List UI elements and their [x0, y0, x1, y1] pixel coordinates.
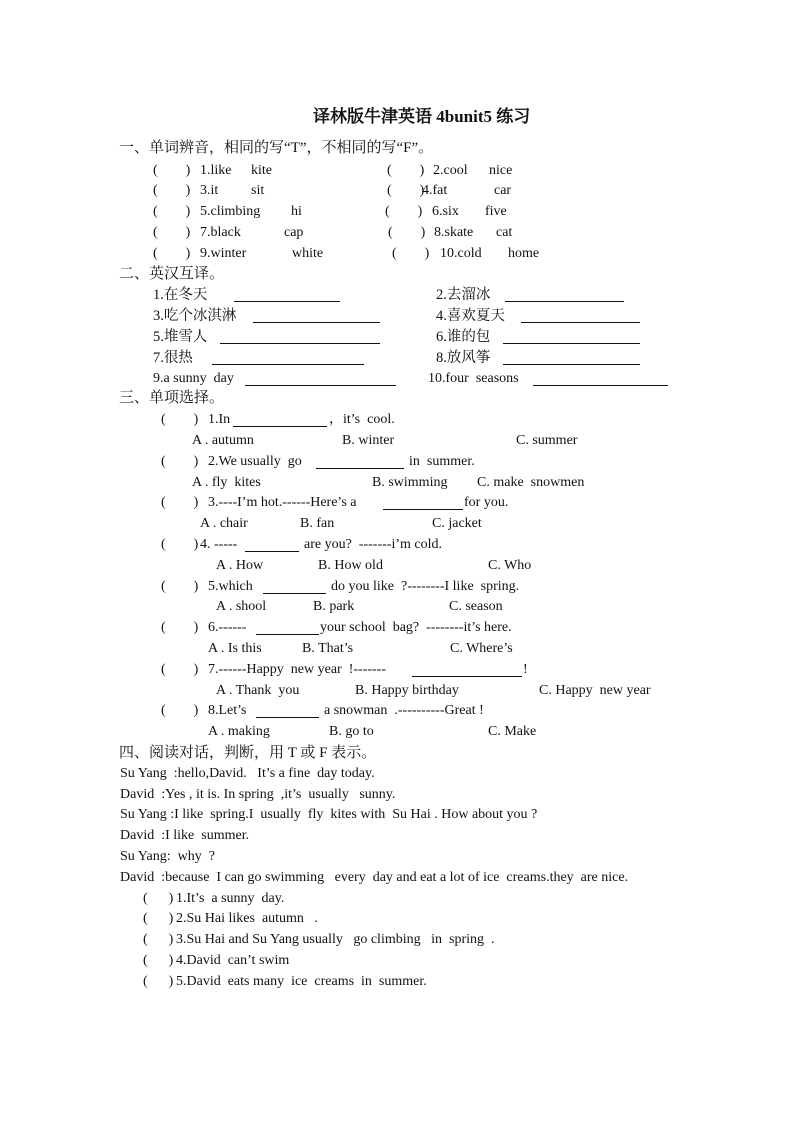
option-a: A . Is this [208, 641, 262, 656]
translate-item-2: 2.去溜冰 [436, 287, 491, 303]
statement-3: 3.Su Hai and Su Yang usually go climbing in spring . [176, 932, 495, 947]
answer-blank[interactable] [233, 426, 327, 427]
paren-4: ( ) [387, 183, 425, 198]
answer-paren: ( ) [143, 932, 174, 947]
answer-paren: ( ) [161, 620, 199, 635]
item-10-compare: home [508, 246, 540, 261]
answer-blank[interactable] [316, 468, 404, 469]
answer-paren: ( ) [161, 579, 199, 594]
question-2-text-end: in summer. [409, 454, 475, 469]
paren-1: ( ) [153, 163, 191, 178]
option-c: C. Where’s [450, 641, 513, 656]
question-4-text: 4. ----- [200, 537, 238, 552]
item-6-word: 6.six [432, 204, 459, 219]
question-6-text-end: your school bag? --------it’s here. [320, 620, 512, 635]
option-c: C. jacket [432, 516, 482, 531]
answer-blank[interactable] [212, 364, 364, 365]
question-8-text-end: a snowman .----------Great ! [324, 703, 484, 718]
answer-blank[interactable] [234, 301, 340, 302]
question-3-text-end: for you. [464, 495, 509, 510]
option-a: A . How [216, 558, 264, 573]
paren-8: ( ) [388, 225, 426, 240]
option-c: C. Who [488, 558, 532, 573]
translate-item-1: 1.在冬天 [153, 287, 208, 303]
paren-5: ( ) [153, 204, 191, 219]
item-3-compare: sit [251, 183, 265, 198]
option-a: A . Thank you [216, 683, 300, 698]
section-2-heading: 二、英汉互译。 [119, 266, 225, 282]
answer-paren: ( ) [161, 495, 199, 510]
question-7-text-end: ! [523, 662, 528, 677]
item-1-compare: kite [251, 163, 272, 178]
section-3-heading: 三、单项选择。 [119, 390, 225, 406]
paren-3: ( ) [153, 183, 191, 198]
option-b: B. swimming [372, 475, 448, 490]
paren-7: ( ) [153, 225, 191, 240]
paren-10: ( ) [392, 246, 430, 261]
item-5-word: 5.climbing [200, 204, 261, 219]
answer-blank[interactable] [533, 385, 668, 386]
option-c: C. summer [516, 433, 578, 448]
item-7-word: 7.black [200, 225, 241, 240]
option-a: A . making [208, 724, 270, 739]
question-5-text: 5.which [208, 579, 253, 594]
section-4-heading: 四、阅读对话，判断，用 T 或 F 表示。 [119, 745, 377, 761]
item-9-word: 9.winter [200, 246, 247, 261]
item-4-compare: car [494, 183, 512, 198]
option-b: B. That’s [302, 641, 354, 656]
answer-blank[interactable] [503, 364, 640, 365]
answer-blank[interactable] [263, 593, 326, 594]
translate-item-6: 6.谁的包 [436, 329, 491, 345]
option-b: B. park [313, 599, 355, 614]
statement-1: 1.It’s a sunny day. [176, 891, 285, 906]
item-4-word: 4.fat [422, 183, 448, 198]
answer-blank[interactable] [245, 551, 299, 552]
answer-paren: ( ) [161, 454, 199, 469]
option-c: C. make snowmen [477, 475, 585, 490]
answer-blank[interactable] [256, 634, 319, 635]
dialogue-line: Su Yang :I like spring.I usually fly kites with Su Hai . How about you ? [120, 807, 538, 822]
answer-blank[interactable] [245, 385, 396, 386]
option-c: C. season [449, 599, 503, 614]
option-b: B. Happy birthday [355, 683, 459, 698]
translate-item-10: 10.four seasons [428, 371, 519, 386]
item-8-compare: cat [496, 225, 513, 240]
answer-paren: ( ) [143, 891, 174, 906]
option-a: A . autumn [192, 433, 254, 448]
answer-paren: ( ) [161, 662, 199, 677]
statement-2: 2.Su Hai likes autumn . [176, 911, 318, 926]
paren-2: ( ) [387, 163, 425, 178]
translate-item-9: 9.a sunny day [153, 371, 234, 386]
dialogue-line: David :Yes , it is. In spring ,it’s usually sunny. [120, 787, 396, 802]
option-a: A . fly kites [192, 475, 261, 490]
translate-item-3: 3.吃个冰淇淋 [153, 308, 237, 324]
item-3-word: 3.it [200, 183, 219, 198]
statement-4: 4.David can’t swim [176, 953, 290, 968]
option-c: C. Make [488, 724, 537, 739]
answer-blank[interactable] [220, 343, 380, 344]
option-c: C. Happy new year [539, 683, 651, 698]
section-1-heading: 一、单词辨音，相同的写“T”，不相同的写“F”。 [119, 140, 434, 156]
item-9-compare: white [292, 246, 324, 261]
question-8-text: 8.Let’s [208, 703, 247, 718]
option-b: B. go to [329, 724, 374, 739]
item-6-compare: five [485, 204, 507, 219]
item-5-compare: hi [291, 204, 302, 219]
answer-blank[interactable] [253, 322, 380, 323]
answer-paren: ( ) [143, 974, 174, 989]
dialogue-line: Su Yang: why ? [120, 849, 215, 864]
question-6-text: 6.------ [208, 620, 247, 635]
question-7-text: 7.------Happy new year !------- [208, 662, 387, 677]
dialogue-line: Su Yang :hello,David. It’s a fine day today. [120, 766, 375, 781]
item-2-word: 2.cool [433, 163, 468, 178]
answer-blank[interactable] [505, 301, 624, 302]
question-3-text: 3.----I’m hot.------Here’s a [208, 495, 357, 510]
answer-blank[interactable] [503, 343, 640, 344]
answer-blank[interactable] [521, 322, 640, 323]
question-2-text: 2.We usually go [208, 454, 302, 469]
translate-item-4: 4.喜欢夏天 [436, 308, 505, 324]
option-a: A . shool [216, 599, 267, 614]
translate-item-8: 8.放风筝 [436, 350, 491, 366]
question-1-text: 1.In [208, 412, 231, 427]
answer-paren: ( ) [161, 703, 199, 718]
statement-5: 5.David eats many ice creams in summer. [176, 974, 427, 989]
question-1-text-end: ，it’s cool. [329, 412, 395, 427]
option-a: A . chair [200, 516, 248, 531]
translate-item-5: 5.堆雪人 [153, 329, 208, 345]
question-4-text-end: are you? -------i’m cold. [304, 537, 442, 552]
item-7-compare: cap [284, 225, 304, 240]
answer-blank[interactable] [412, 676, 522, 677]
option-b: B. How old [318, 558, 383, 573]
page-title: 译林版牛津英语 4bunit5 练习 [313, 107, 531, 126]
answer-paren: ( ) [161, 537, 199, 552]
answer-paren: ( ) [143, 911, 174, 926]
item-1-word: 1.like [200, 163, 232, 178]
dialogue-line: David :I like summer. [120, 828, 250, 843]
option-b: B. winter [342, 433, 395, 448]
answer-blank[interactable] [256, 717, 319, 718]
paren-6: ( ) [385, 204, 423, 219]
answer-paren: ( ) [161, 412, 199, 427]
item-2-compare: nice [489, 163, 513, 178]
answer-paren: ( ) [143, 953, 174, 968]
translate-item-7: 7.很热 [153, 350, 193, 366]
question-5-text-end: do you like ?--------I like spring. [331, 579, 520, 594]
item-10-word: 10.cold [440, 246, 482, 261]
option-b: B. fan [300, 516, 335, 531]
dialogue-line: David :because I can go swimming every day and eat a lot of ice creams.they are nice. [120, 870, 629, 885]
item-8-word: 8.skate [434, 225, 474, 240]
answer-blank[interactable] [383, 509, 463, 510]
paren-9: ( ) [153, 246, 191, 261]
